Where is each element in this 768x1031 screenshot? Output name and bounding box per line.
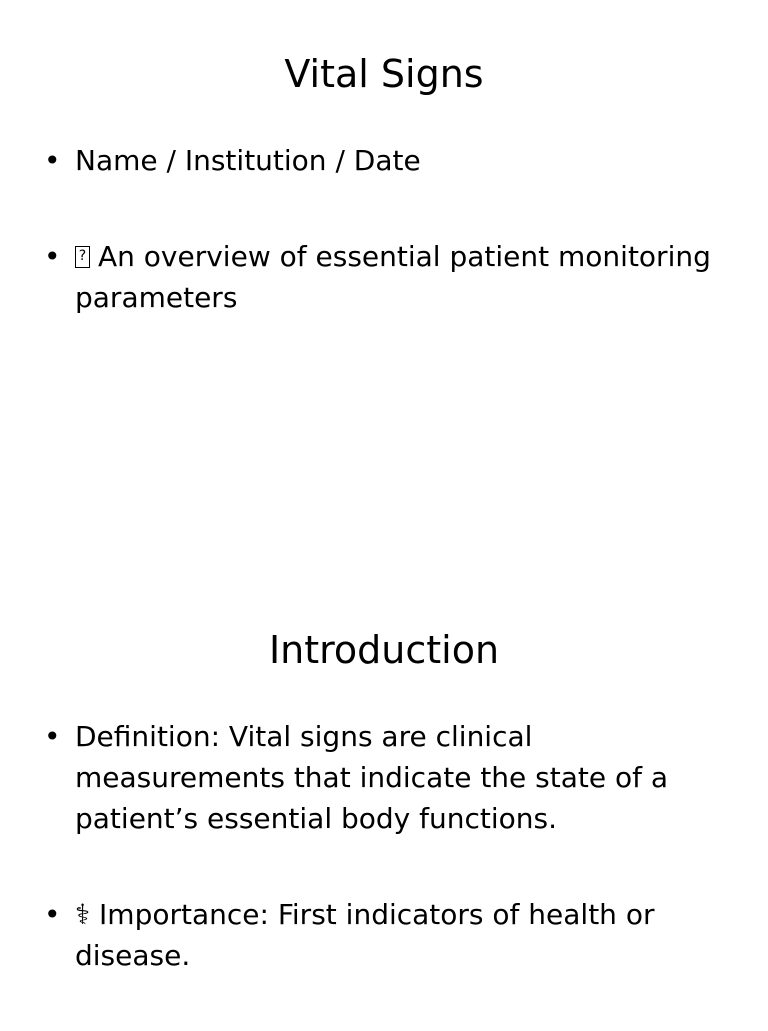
bullet-dot-icon: • [44,240,61,273]
bullet-dot-icon: • [44,898,61,931]
bullet-dot-icon: • [44,720,61,753]
bullet-item-importance [0,894,768,976]
bullet-dot-icon: • [44,144,61,177]
bullet-text: Name / Institution / Date [75,144,421,177]
slide-title: Vital Signs [284,52,484,96]
bullet-text: An overview of essential patient monitoring parameters [75,240,711,314]
bullet-item-name-institution-date [0,140,768,181]
bullet-list [0,716,768,1031]
slide-title: Introduction [268,628,500,672]
bullet-item-overview [0,236,768,318]
slide-introduction [0,576,768,1024]
missing-glyph-icon [75,246,90,268]
bullet-text: Definition: Vital signs are clinical measurements that indicate the state of a patient’s essential body functions. [75,720,669,835]
bullet-item-definition [0,716,768,839]
bullet-text: ⚕ Importance: First indicators of health or disease. [75,898,655,972]
bullet-list [0,140,768,373]
